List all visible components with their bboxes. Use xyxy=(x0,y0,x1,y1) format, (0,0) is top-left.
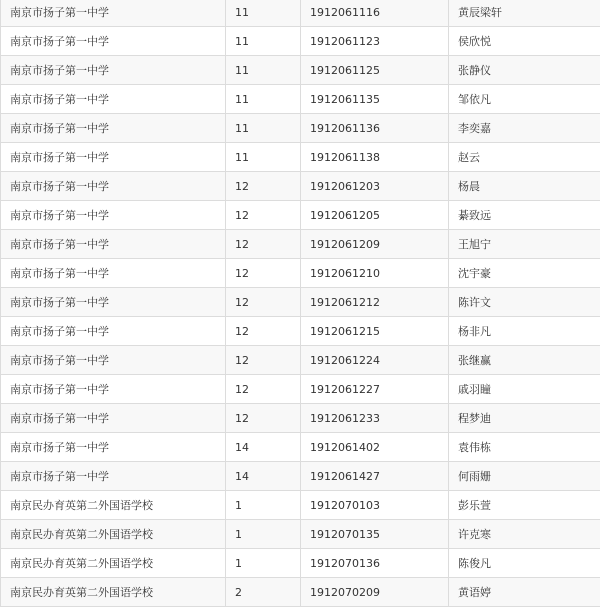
table-row xyxy=(1,230,600,259)
school-cell: 南京民办育英第二外国语学校 xyxy=(1,549,226,578)
name-cell: 杨非凡 xyxy=(449,317,600,346)
name-cell: 李奕嘉 xyxy=(449,114,600,143)
name-cell: 赵云 xyxy=(449,143,600,172)
table-row xyxy=(1,346,600,375)
id-cell: 1912061224 xyxy=(301,346,449,375)
table-row xyxy=(1,491,600,520)
school-cell: 南京市扬子第一中学 xyxy=(1,288,226,317)
id-cell: 1912061116 xyxy=(301,0,449,27)
class-cell: 11 xyxy=(226,56,301,85)
id-cell: 1912070135 xyxy=(301,520,449,549)
school-cell: 南京市扬子第一中学 xyxy=(1,462,226,491)
school-cell: 南京市扬子第一中学 xyxy=(1,0,226,27)
id-cell: 1912070136 xyxy=(301,549,449,578)
table-row xyxy=(1,520,600,549)
school-cell: 南京市扬子第一中学 xyxy=(1,230,226,259)
id-cell: 1912061138 xyxy=(301,143,449,172)
class-cell: 12 xyxy=(226,346,301,375)
table-row xyxy=(1,578,600,607)
table-row xyxy=(1,433,600,462)
name-cell: 彭乐萱 xyxy=(449,491,600,520)
name-cell: 黄辰梁轩 xyxy=(449,0,600,27)
school-cell: 南京市扬子第一中学 xyxy=(1,404,226,433)
id-cell: 1912061209 xyxy=(301,230,449,259)
id-cell: 1912061205 xyxy=(301,201,449,230)
table-row xyxy=(1,27,600,56)
school-cell: 南京市扬子第一中学 xyxy=(1,172,226,201)
name-cell: 黄语婷 xyxy=(449,578,600,607)
table-row xyxy=(1,0,600,27)
table-row xyxy=(1,317,600,346)
class-cell: 12 xyxy=(226,404,301,433)
name-cell: 邹依凡 xyxy=(449,85,600,114)
class-cell: 12 xyxy=(226,201,301,230)
school-cell: 南京市扬子第一中学 xyxy=(1,317,226,346)
class-cell: 11 xyxy=(226,85,301,114)
name-cell: 陈许文 xyxy=(449,288,600,317)
class-cell: 1 xyxy=(226,491,301,520)
class-cell: 11 xyxy=(226,143,301,172)
id-cell: 1912061123 xyxy=(301,27,449,56)
class-cell: 12 xyxy=(226,317,301,346)
id-cell: 1912070209 xyxy=(301,578,449,607)
school-cell: 南京市扬子第一中学 xyxy=(1,375,226,404)
class-cell: 11 xyxy=(226,27,301,56)
name-cell: 陈俊凡 xyxy=(449,549,600,578)
class-cell: 12 xyxy=(226,230,301,259)
name-cell: 侯欣悦 xyxy=(449,27,600,56)
table-row xyxy=(1,288,600,317)
table-row xyxy=(1,114,600,143)
school-cell: 南京市扬子第一中学 xyxy=(1,201,226,230)
name-cell: 綦致远 xyxy=(449,201,600,230)
name-cell: 戚羽瞳 xyxy=(449,375,600,404)
school-cell: 南京市扬子第一中学 xyxy=(1,143,226,172)
class-cell: 12 xyxy=(226,259,301,288)
id-cell: 1912070103 xyxy=(301,491,449,520)
school-cell: 南京市扬子第一中学 xyxy=(1,56,226,85)
name-cell: 袁伟栋 xyxy=(449,433,600,462)
school-cell: 南京市扬子第一中学 xyxy=(1,346,226,375)
table-row xyxy=(1,172,600,201)
class-cell: 2 xyxy=(226,578,301,607)
name-cell: 张继赢 xyxy=(449,346,600,375)
table-row xyxy=(1,259,600,288)
id-cell: 1912061227 xyxy=(301,375,449,404)
class-cell: 1 xyxy=(226,549,301,578)
class-cell: 12 xyxy=(226,172,301,201)
id-cell: 1912061125 xyxy=(301,56,449,85)
class-cell: 14 xyxy=(226,462,301,491)
table-row xyxy=(1,462,600,491)
id-cell: 1912061212 xyxy=(301,288,449,317)
id-cell: 1912061233 xyxy=(301,404,449,433)
school-cell: 南京民办育英第二外国语学校 xyxy=(1,491,226,520)
table-row xyxy=(1,404,600,433)
school-cell: 南京市扬子第一中学 xyxy=(1,433,226,462)
name-cell: 沈宇豪 xyxy=(449,259,600,288)
class-cell: 14 xyxy=(226,433,301,462)
id-cell: 1912061203 xyxy=(301,172,449,201)
class-cell: 11 xyxy=(226,114,301,143)
school-cell: 南京民办育英第二外国语学校 xyxy=(1,520,226,549)
table-body xyxy=(1,0,600,607)
name-cell: 王旭宁 xyxy=(449,230,600,259)
class-cell: 12 xyxy=(226,288,301,317)
school-cell: 南京市扬子第一中学 xyxy=(1,27,226,56)
school-cell: 南京市扬子第一中学 xyxy=(1,85,226,114)
id-cell: 1912061210 xyxy=(301,259,449,288)
name-cell: 程梦迪 xyxy=(449,404,600,433)
id-cell: 1912061402 xyxy=(301,433,449,462)
id-cell: 1912061427 xyxy=(301,462,449,491)
school-cell: 南京民办育英第二外国语学校 xyxy=(1,578,226,607)
name-cell: 张静仪 xyxy=(449,56,600,85)
table-row xyxy=(1,375,600,404)
table-row xyxy=(1,85,600,114)
table-row xyxy=(1,201,600,230)
class-cell: 12 xyxy=(226,375,301,404)
school-cell: 南京市扬子第一中学 xyxy=(1,114,226,143)
school-cell: 南京市扬子第一中学 xyxy=(1,259,226,288)
class-cell: 1 xyxy=(226,520,301,549)
id-cell: 1912061215 xyxy=(301,317,449,346)
table-row xyxy=(1,56,600,85)
name-cell: 杨晨 xyxy=(449,172,600,201)
table-row xyxy=(1,549,600,578)
name-cell: 许克寒 xyxy=(449,520,600,549)
id-cell: 1912061135 xyxy=(301,85,449,114)
table-row xyxy=(1,143,600,172)
id-cell: 1912061136 xyxy=(301,114,449,143)
name-cell: 何雨姗 xyxy=(449,462,600,491)
class-cell: 11 xyxy=(226,0,301,27)
